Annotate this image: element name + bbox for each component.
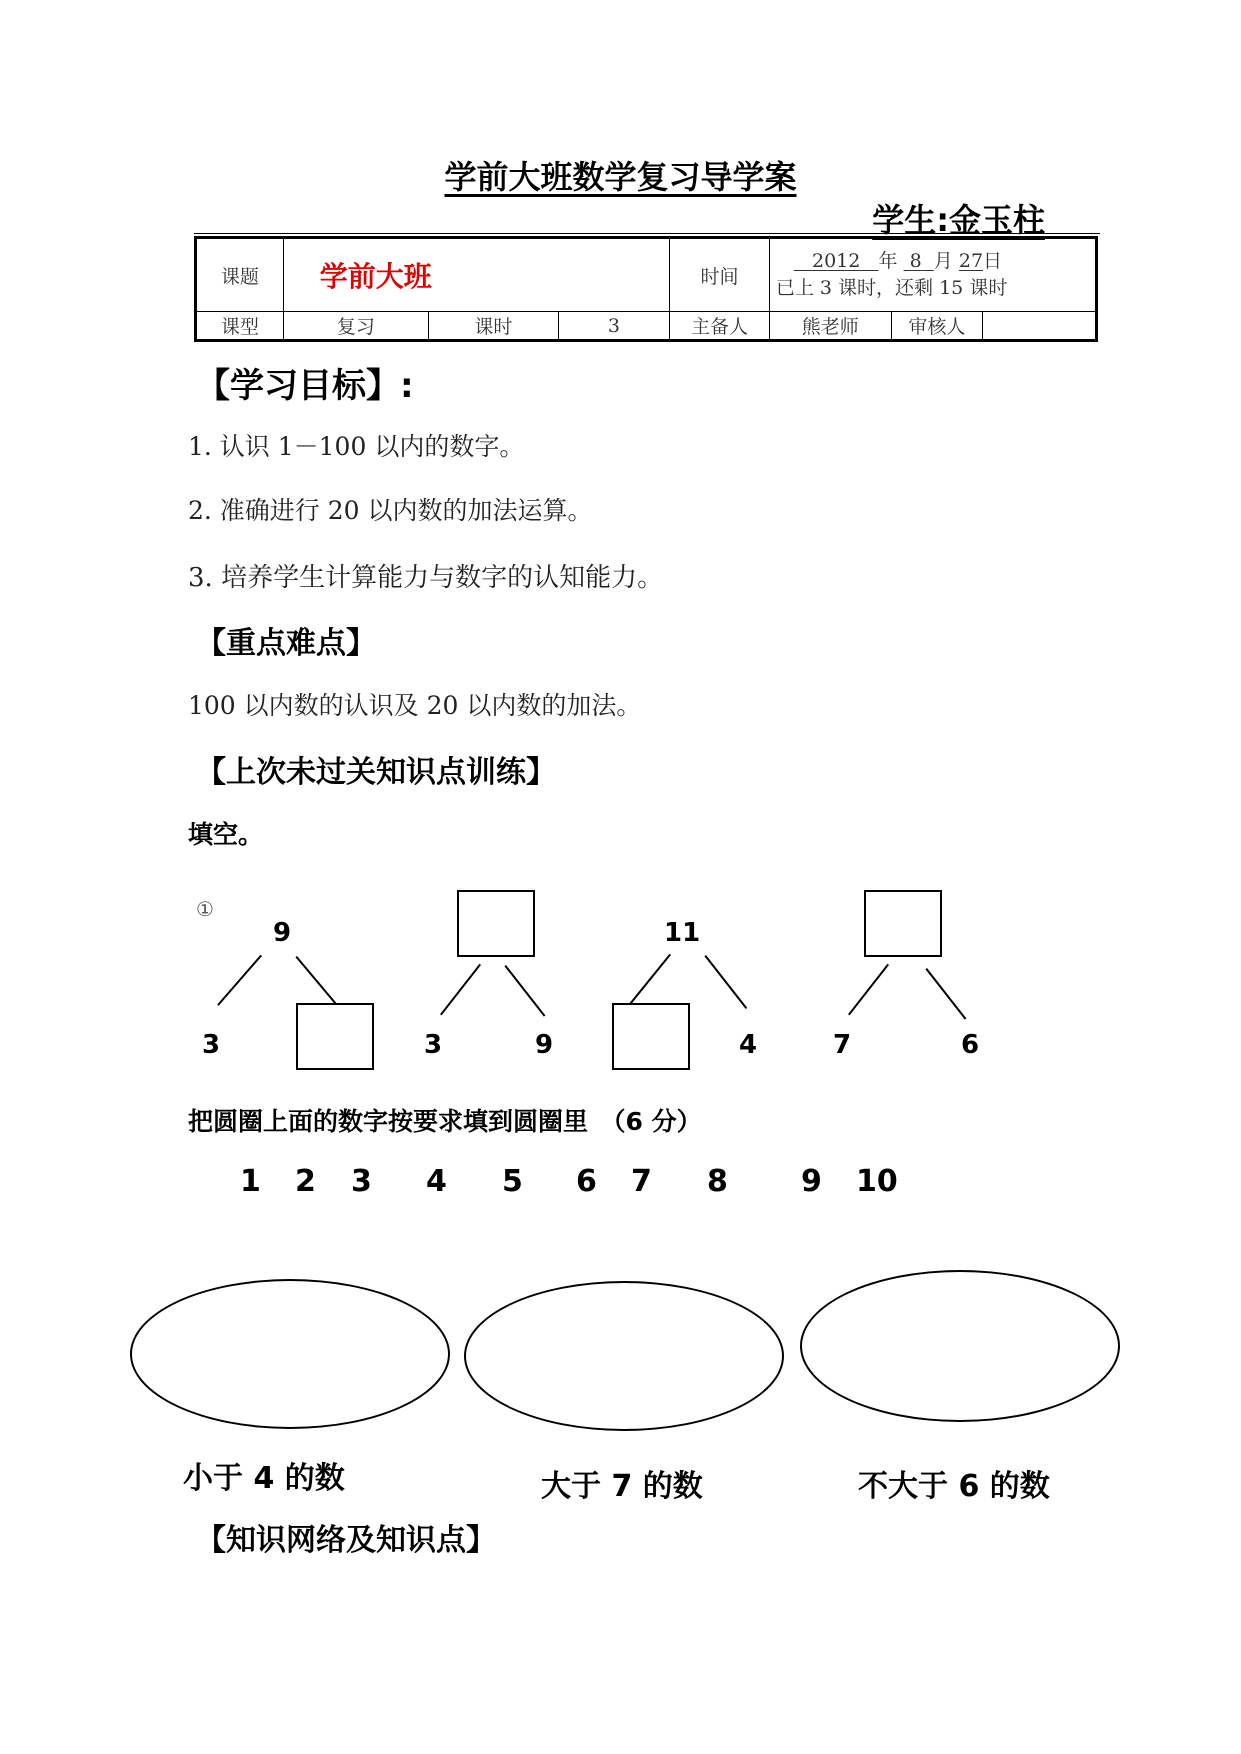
- type-value: 复习: [283, 312, 428, 341]
- progress-text: 已上 3 课时，还剩 15 课时: [775, 277, 1008, 299]
- review-heading: 【上次未过关知识点训练】: [196, 755, 556, 790]
- answer-oval-greater-than-7[interactable]: [464, 1281, 784, 1431]
- tree2-left: 3: [424, 1030, 443, 1060]
- seq-number: 9: [801, 1164, 822, 1199]
- seq-number: 7: [631, 1164, 652, 1199]
- oval-caption-2: 大于 7 的数: [541, 1469, 703, 1504]
- tree2-left-line: [440, 964, 481, 1016]
- objective-item-2: 2. 准确进行 20 以内数的加法运算。: [188, 496, 593, 525]
- tree4-left-line: [848, 964, 889, 1016]
- answer-oval-not-greater-than-6[interactable]: [800, 1270, 1120, 1422]
- circles-instruction: 把圆圈上面的数字按要求填到圆圈里 （6 分）: [188, 1107, 702, 1136]
- oval-caption-1: 小于 4 的数: [183, 1461, 345, 1496]
- seq-number: 2: [295, 1164, 316, 1199]
- answer-oval-less-than-4[interactable]: [130, 1279, 450, 1429]
- keypoints-text: 100 以内数的认识及 20 以内数的加法。: [188, 691, 642, 720]
- tree1-left: 3: [202, 1030, 221, 1060]
- objective-item-1: 1. 认识 1－100 以内的数字。: [188, 432, 525, 461]
- tree3-left-line: [629, 954, 671, 1005]
- seq-number: 8: [707, 1164, 728, 1199]
- hours-label: 课时: [429, 312, 559, 341]
- tree3-top: 11: [664, 918, 701, 948]
- tree2-right: 9: [535, 1030, 554, 1060]
- header-rule: [194, 233, 1100, 234]
- time-label: 时间: [670, 238, 770, 312]
- tree4-right: 6: [961, 1030, 980, 1060]
- year-value: 2012: [812, 250, 861, 272]
- tree1-left-line: [217, 955, 262, 1006]
- day-unit: 日: [983, 250, 1003, 272]
- day-value: 27: [958, 250, 984, 272]
- tree1-top: 9: [273, 918, 292, 948]
- month-value: 8: [909, 250, 922, 272]
- type-label: 课型: [196, 312, 284, 341]
- seq-number: 5: [502, 1164, 523, 1199]
- fill-label: 填空。: [188, 820, 264, 849]
- tree3-right: 4: [739, 1030, 758, 1060]
- tree1-answer-box[interactable]: [296, 1003, 374, 1070]
- keypoints-heading: 【重点难点】: [196, 626, 376, 661]
- network-heading: 【知识网络及知识点】: [196, 1523, 496, 1558]
- objective-item-3: 3. 培养学生计算能力与数字的认知能力。: [188, 563, 664, 593]
- month-unit: 月: [933, 250, 953, 272]
- preparer-value: 熊老师: [769, 312, 891, 341]
- objectives-heading: 【学习目标】:: [196, 366, 414, 406]
- seq-number: 3: [351, 1164, 372, 1199]
- page-title: 学前大班数学复习导学案: [444, 158, 797, 196]
- seq-number: 10: [856, 1164, 898, 1199]
- tree3-right-line: [704, 955, 747, 1009]
- seq-number: 6: [576, 1164, 597, 1199]
- time-cell: [769, 238, 1096, 312]
- info-table: [194, 236, 1098, 342]
- hours-value: 3: [558, 312, 670, 341]
- seq-number: 4: [426, 1164, 447, 1199]
- oval-caption-3: 不大于 6 的数: [858, 1469, 1050, 1504]
- reviewer-label: 审核人: [891, 312, 983, 341]
- tree4-left: 7: [833, 1030, 852, 1060]
- question-marker: ①: [196, 897, 214, 921]
- seq-number: 1: [240, 1164, 261, 1199]
- topic-label: 课题: [196, 238, 284, 312]
- tree2-answer-box[interactable]: [457, 890, 535, 957]
- tree3-answer-box[interactable]: [612, 1003, 690, 1070]
- preparer-label: 主备人: [670, 312, 770, 341]
- topic-value: 学前大班: [283, 238, 670, 312]
- tree2-right-line: [504, 965, 545, 1017]
- tree4-answer-box[interactable]: [864, 890, 942, 957]
- year-unit: 年: [878, 250, 898, 272]
- tree4-right-line: [925, 968, 966, 1020]
- reviewer-value: [983, 312, 1097, 341]
- tree1-right-line: [295, 956, 338, 1006]
- student-name: 学生:金玉柱: [872, 201, 1045, 239]
